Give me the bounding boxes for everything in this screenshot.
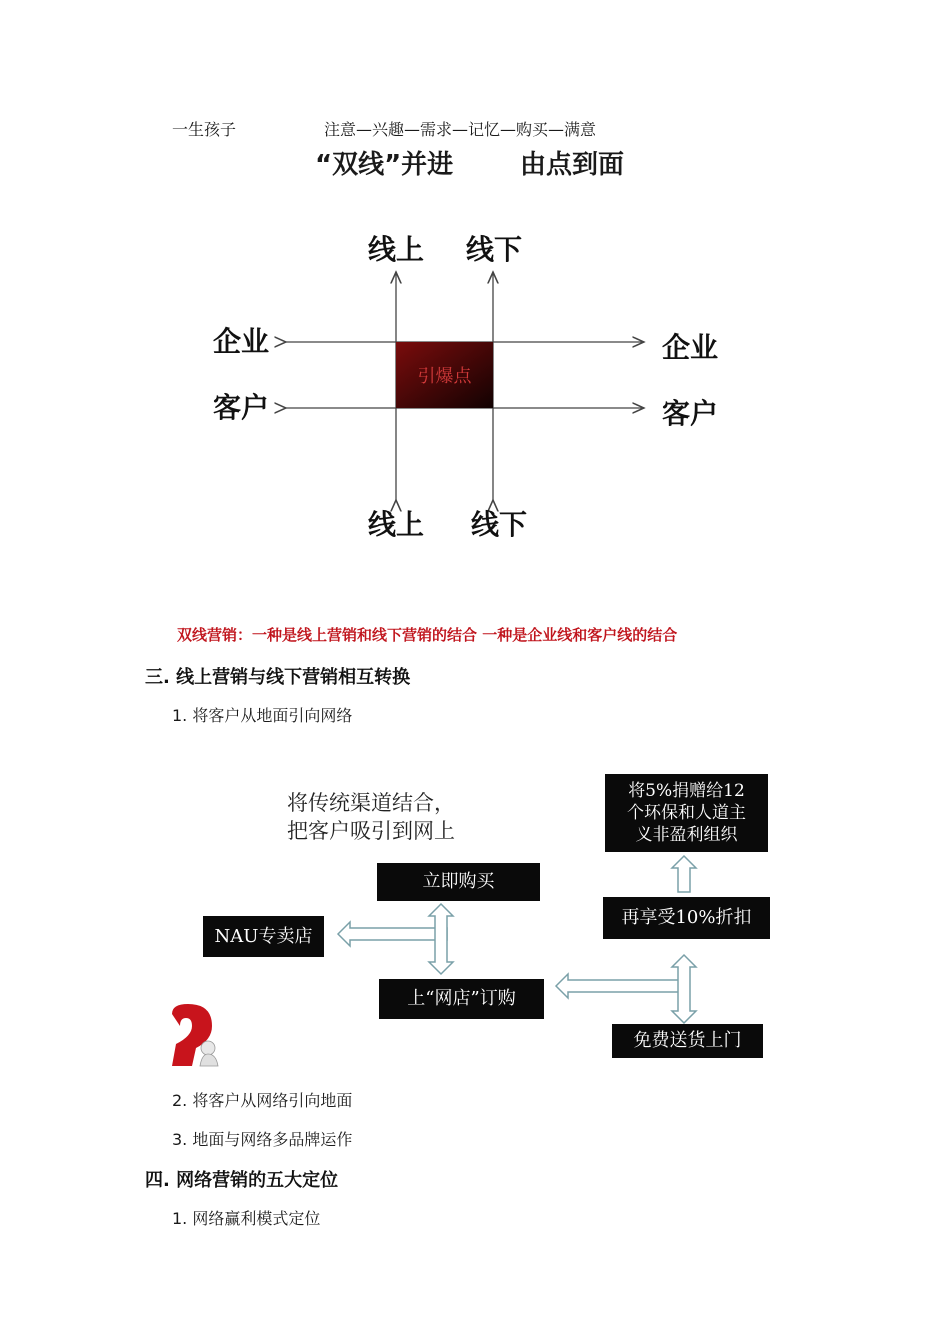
diagram-title-right: 由点到面 bbox=[520, 150, 625, 180]
arrow-to-nau-store bbox=[338, 922, 447, 946]
section4-heading: 四. 网络营销的五大定位 bbox=[145, 1170, 339, 1191]
discount-box: 再享受10%折扣 bbox=[603, 897, 770, 939]
nau-store-box bbox=[203, 916, 324, 957]
section3-item1: 1. 将客户从地面引向网络 bbox=[172, 706, 353, 725]
label-bottom-offline: 线下 bbox=[471, 508, 528, 541]
section4-item1: 1. 网络赢利模式定位 bbox=[172, 1209, 321, 1228]
label-right-enterprise: 企业 bbox=[662, 331, 719, 364]
arrow-to-donation bbox=[672, 856, 696, 892]
section3-heading: 三. 线上营销与线下营销相互转换 bbox=[145, 667, 411, 688]
text-top-left: 一生孩子 bbox=[172, 120, 237, 139]
section3-item3: 3. 地面与网络多品牌运作 bbox=[172, 1130, 353, 1149]
question-figure-icon bbox=[172, 1004, 218, 1066]
arrow-to-online-order bbox=[556, 974, 680, 998]
donation-line3: 义非盈利组织 bbox=[635, 825, 738, 845]
buy-now-box: 立即购买 bbox=[377, 863, 540, 901]
label-top-online: 线上 bbox=[368, 233, 425, 266]
donation-line1: 将5%捐赠给12 bbox=[628, 781, 745, 801]
donation-box bbox=[605, 774, 768, 852]
online-order-box: 上“网店”订购 bbox=[379, 979, 544, 1019]
free-delivery-box: 免费送货上门 bbox=[612, 1024, 763, 1058]
flow-headline-line1: 将传统渠道结合， bbox=[287, 791, 455, 815]
label-left-enterprise: 企业 bbox=[213, 325, 270, 358]
label-left-customer: 客户 bbox=[213, 391, 270, 424]
donation-line2: 个环保和人道主 bbox=[627, 803, 746, 823]
flow-headline-line2: 把客户吸引到网上 bbox=[287, 819, 455, 843]
label-bottom-online: 线上 bbox=[368, 508, 425, 541]
nau-store-label: NAU专卖店 bbox=[214, 925, 313, 947]
text-attention-flow: 注意—兴趣—需求—记忆—购买—满意 bbox=[324, 120, 597, 139]
ignition-point-label: 引爆点 bbox=[417, 366, 472, 387]
label-right-customer: 客户 bbox=[662, 397, 719, 430]
section3-item2: 2. 将客户从网络引向地面 bbox=[172, 1091, 353, 1110]
label-top-offline: 线下 bbox=[466, 233, 523, 266]
dual-marketing-caption: 双线营销：一种是线上营销和线下营销的结合 一种是企业线和客户线的结合 bbox=[177, 626, 678, 644]
diagram-title-left: “双线”并进 bbox=[315, 150, 454, 180]
